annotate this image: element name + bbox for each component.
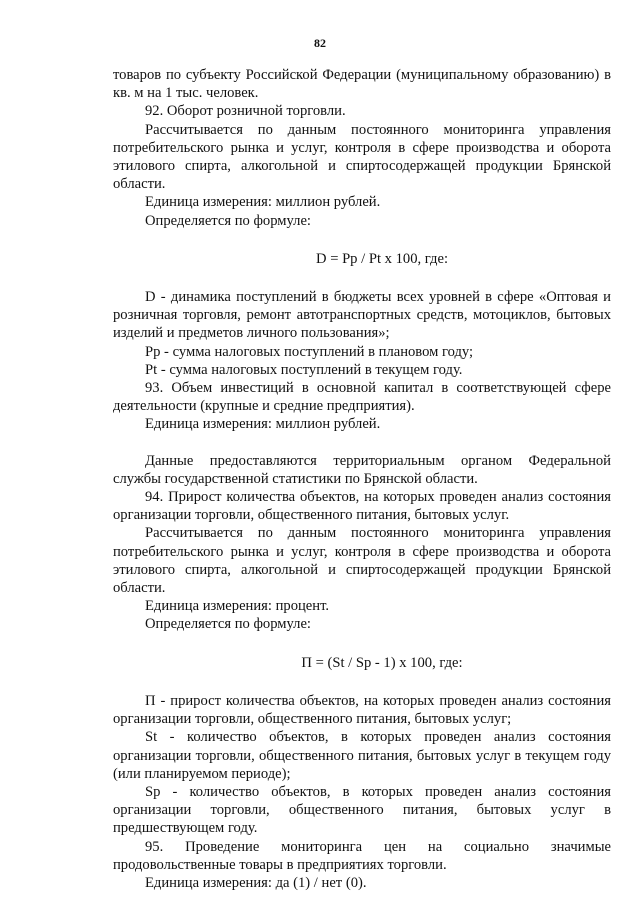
- formula-definition: St - количество объектов, в которых проведен анализ состояния организации торговли, общественного питания, бытовых услуг в текущем году (или планируемом периоде);: [113, 729, 611, 782]
- paragraph: Рассчитывается по данным постоянного мониторинга управления потребительского рынка и услуг, контроля в сфере производства и оборота этилового спирта, алкогольной и спиртосодержащей продукции Брянской области.: [113, 525, 611, 597]
- unit-of-measure: Единица измерения: миллион рублей.: [145, 416, 381, 433]
- formula-definition: Sp - количество объектов, в которых проведен анализ состояния организации торговли, общественного питания, бытовых услуг в предшествующем году.: [113, 783, 611, 837]
- section-heading: 94. Прирост количества объектов, на которых проведен анализ состояния организации торговли, общественного питания, бытовых услуг.: [113, 489, 611, 524]
- document-body: [113, 66, 611, 892]
- section-heading: 95. Проведение мониторинга цен на социально значимые продовольственные товары в предприятиях торговли.: [113, 838, 611, 873]
- paragraph: Определяется по формуле:: [145, 212, 311, 229]
- paragraph: Данные предоставляются территориальным органом Федеральной службы государственной статистики по Брянской области.: [113, 452, 611, 487]
- formula-definition: Pt - сумма налоговых поступлений в текущем году.: [145, 361, 463, 378]
- paragraph: Рассчитывается по данным постоянного мониторинга управления потребительского рынка и услуг, контроля в сфере производства и оборота этилового спирта, алкогольной и спиртосодержащей продукции Брянской области.: [113, 121, 611, 193]
- section-heading: 92. Оборот розничной торговли.: [145, 103, 346, 120]
- unit-of-measure: Единица измерения: миллион рублей.: [145, 194, 381, 211]
- formula-definition: D - динамика поступлений в бюджеты всех уровней в сфере «Оптовая и розничная торговля, ремонт автотранспортных средств, мотоциклов, бытовых изделий и предметов личного пользования»;: [113, 289, 611, 342]
- spacer: [113, 434, 611, 452]
- formula-definition: П - прирост количества объектов, на которых проведен анализ состояния организации торговли, общественного питания, бытовых услуг;: [113, 692, 611, 728]
- page-number: 82: [314, 36, 326, 50]
- unit-of-measure: Единица измерения: да (1) / нет (0).: [145, 874, 367, 891]
- paragraph: Определяется по формуле:: [145, 616, 311, 633]
- formula: П = (St / Sp - 1) x 100, где:: [301, 654, 463, 671]
- unit-of-measure: Единица измерения: процент.: [145, 598, 330, 615]
- formula-definition: Pp - сумма налоговых поступлений в плановом году;: [145, 343, 474, 360]
- formula: D = Pp / Pt x 100, где:: [316, 250, 448, 267]
- paragraph: товаров по субъекту Российской Федерации (муниципальному образованию) в кв. м на 1 тыс. человек.: [113, 67, 611, 102]
- section-heading: 93. Объем инвестиций в основной капитал в соответствующей сфере деятельности (крупные и средние предприятия).: [113, 380, 611, 415]
